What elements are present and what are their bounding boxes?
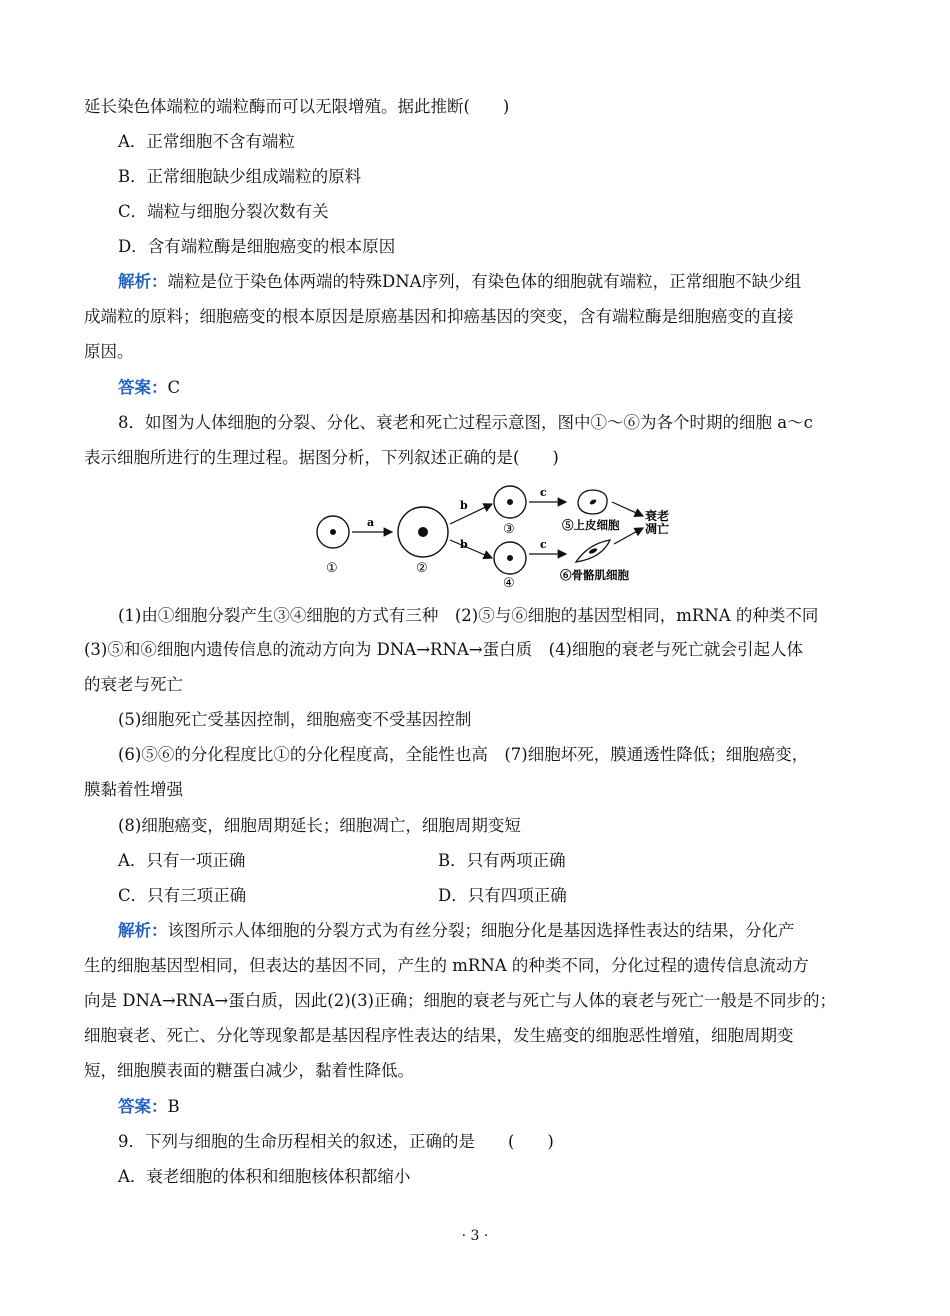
arrow-to-end-top xyxy=(612,502,643,516)
q8-option-c: C．只有三项正确 xyxy=(118,886,247,905)
cell-6-label: ⑥骨骼肌细胞 xyxy=(560,568,629,582)
q8-statement-line-1: (1)由①细胞分裂产生③④细胞的方式有三种 (2)⑤与⑥细胞的基因型相同，mRNA 的种类不同 xyxy=(118,606,819,625)
cell-3-label: ③ xyxy=(503,522,515,537)
cell-process-diagram xyxy=(300,478,690,590)
q8-analysis-line-1 xyxy=(118,920,795,942)
q7-answer-line xyxy=(118,377,180,399)
cell-4-nucleus xyxy=(507,555,513,561)
cell-5-label: ⑤上皮细胞 xyxy=(562,518,620,532)
q8-analysis-label: 解析： xyxy=(118,921,168,940)
q8-analysis-line-5: 短，细胞膜表面的糖蛋白减少，黏着性降低。 xyxy=(84,1061,414,1080)
q9-option-a: A．衰老细胞的体积和细胞核体积都缩小 xyxy=(118,1167,411,1186)
process-b-top-label: b xyxy=(460,499,468,512)
arrow-b-bottom xyxy=(450,540,492,558)
end-label-aging: 衰老 xyxy=(645,509,670,523)
q7-analysis-line-3: 原因。 xyxy=(84,342,134,361)
q8-analysis-line-2: 生的细胞基因型相同，但表达的基因不同，产生的 mRNA 的种类不同，分化过程的遗传信息流动方 xyxy=(84,956,809,975)
cell-1-label: ① xyxy=(326,561,338,576)
q7-analysis-label: 解析： xyxy=(118,272,168,291)
q7-option-d: D．含有端粒酶是细胞癌变的根本原因 xyxy=(118,237,396,256)
q8-option-d: D．只有四项正确 xyxy=(438,886,567,905)
q7-stem-tail: 延长染色体端粒的端粒酶而可以无限增殖。据此推断( ) xyxy=(84,97,510,116)
page-number: · 3 · xyxy=(461,1228,489,1244)
q8-answer-label: 答案： xyxy=(118,1097,168,1116)
q8-analysis-line-4: 细胞衰老、死亡、分化等现象都是基因程序性表达的结果，发生癌变的细胞恶性增殖，细胞周期变 xyxy=(84,1026,794,1045)
process-a-label: a xyxy=(367,516,375,529)
q7-analysis-line-1 xyxy=(118,271,868,293)
q8-analysis-line-3: 向是 DNA→RNA→蛋白质，因此(2)(3)正确；细胞的衰老与死亡与人体的衰老与死亡一般是不同步的； xyxy=(84,991,836,1010)
q7-option-c: C．端粒与细胞分裂次数有关 xyxy=(118,202,329,221)
q8-answer-value: B xyxy=(167,1097,180,1116)
q7-option-b: B．正常细胞缺少组成端粒的原料 xyxy=(118,167,362,186)
q8-stem-line-2: 表示细胞所进行的生理过程。据图分析，下列叙述正确的是( ) xyxy=(84,448,559,467)
q8-option-a: A．只有一项正确 xyxy=(118,851,246,870)
q8-statement-line-5: (6)⑤⑥的分化程度比①的分化程度高，全能性也高 (7)细胞坏死，膜通透性降低；细胞癌变， xyxy=(118,745,809,764)
q7-option-a: A．正常细胞不含有端粒 xyxy=(118,132,295,151)
q8-answer-line xyxy=(118,1096,180,1118)
q9-stem: 9．下列与细胞的生命历程相关的叙述，正确的是 ( ) xyxy=(118,1132,554,1151)
q8-statement-line-4: (5)细胞死亡受基因控制，细胞癌变不受基因控制 xyxy=(118,710,472,729)
q8-stem-line-1: 8．如图为人体细胞的分裂、分化、衰老和死亡过程示意图，图中①～⑥为各个时期的细胞 a～c xyxy=(118,413,813,432)
q7-answer-label: 答案： xyxy=(118,378,168,397)
cell-3-nucleus xyxy=(507,499,513,505)
cell-2-nucleus xyxy=(418,527,428,537)
cell-1-nucleus xyxy=(330,529,336,535)
q7-answer-value: C xyxy=(167,378,181,397)
process-b-bottom-label: b xyxy=(460,538,468,551)
q8-option-b: B．只有两项正确 xyxy=(438,851,566,870)
q7-analysis-line-2: 成端粒的原料；细胞癌变的根本原因是原癌基因和抑癌基因的突变，含有端粒酶是细胞癌变的直接 xyxy=(84,307,794,326)
end-label-apoptosis: 凋亡 xyxy=(645,522,670,536)
q8-statement-line-3: 的衰老与死亡 xyxy=(84,675,183,694)
cell-2-label: ② xyxy=(416,561,428,576)
q7-analysis-text-1: 端粒是位于染色体两端的特殊DNA序列，有染色体的细胞就有端粒，正常细胞不缺少组 xyxy=(167,272,802,291)
q8-statement-line-6: 膜黏着性增强 xyxy=(84,780,183,799)
arrow-b-top xyxy=(450,504,492,524)
process-c-top-label: c xyxy=(540,486,547,499)
q8-statement-line-7: (8)细胞癌变，细胞周期延长；细胞凋亡，细胞周期变短 xyxy=(118,816,521,835)
q8-statement-line-2: (3)⑤和⑥细胞内遗传信息的流动方向为 DNA→RNA→蛋白质 (4)细胞的衰老与死亡就会引起人体 xyxy=(84,640,803,659)
cell-4-label: ④ xyxy=(503,576,515,590)
q8-analysis-text-1: 该图所示人体细胞的分裂方式为有丝分裂；细胞分化是基因选择性表达的结果，分化产 xyxy=(167,921,795,940)
process-c-bottom-label: c xyxy=(540,538,547,551)
